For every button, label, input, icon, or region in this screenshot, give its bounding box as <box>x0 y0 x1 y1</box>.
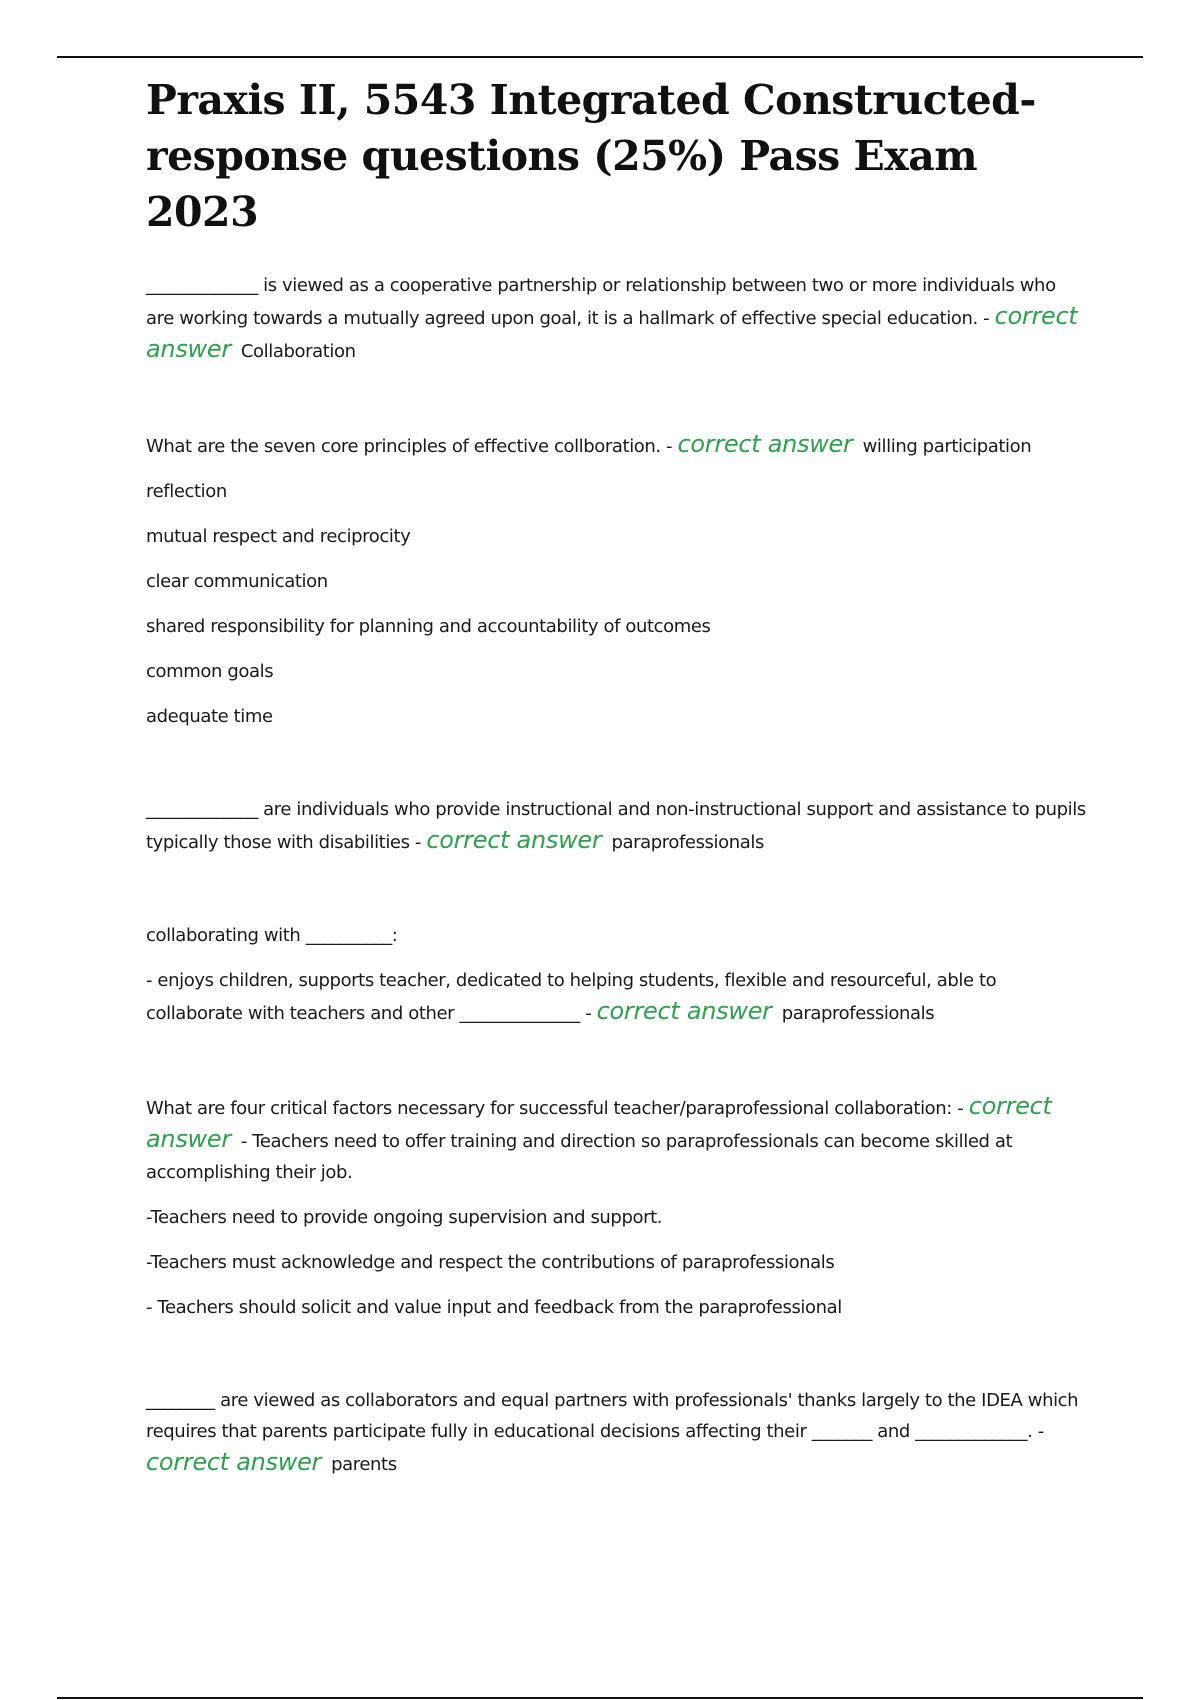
qa-item <box>146 1385 1086 1480</box>
answer-line: -Teachers must acknowledge and respect the contributions of paraprofessionals <box>146 1252 835 1273</box>
answer-line: clear communication <box>146 571 328 592</box>
document-title: Praxis II, 5543 Integrated Constructed-response questions (25%) Pass Exam 2023 <box>146 76 1036 236</box>
answer-line: -Teachers need to provide ongoing supervision and support. <box>146 1207 663 1228</box>
correct-answer-label: correct answer <box>426 826 602 854</box>
answer-line: reflection <box>146 481 227 502</box>
question-text: - enjoys children, supports teacher, dedicated to helping students, flexible and resourceful, able to collaborate with teachers and other ______________ - correct answer paraprofessionals <box>146 970 997 1025</box>
answer-line: adequate time <box>146 706 273 727</box>
bottom-rule <box>57 1697 1143 1699</box>
qa-item <box>146 429 1086 732</box>
correct-answer-label: correct answer <box>146 1092 1052 1153</box>
qa-item <box>146 1091 1086 1323</box>
question-text: What are four critical factors necessary for successful teacher/paraprofessional collaboration: - correct answer - Teachers need to offer training and direction so paraprofessionals can become skilled at accomplishing their job. <box>146 1092 1052 1183</box>
answer-text: willing participation <box>862 436 1032 457</box>
correct-answer-label: correct answer <box>146 302 1078 363</box>
correct-answer-label: correct answer <box>596 997 772 1025</box>
answer-text: - Teachers need to offer training and direction so paraprofessionals can become skilled at accomplishing their job. <box>146 1131 1013 1183</box>
document-body <box>146 72 1086 1542</box>
question-text: _____________ is viewed as a cooperative partnership or relationship between two or more individuals who are working towards a mutually agreed upon goal, it is a hallmark of effective special education. - correct answer Collaboration <box>146 275 1078 363</box>
question-text: What are the seven core principles of effective collboration. - correct answer willing participation <box>146 430 1032 458</box>
answer-line: mutual respect and reciprocity <box>146 526 411 547</box>
question-text: ________ are viewed as collaborators and equal partners with professionals' thanks largely to the IDEA which requires that parents participate fully in educational decisions affecting their _______ and _____________. - correct answer parents <box>146 1390 1079 1476</box>
answer-line: - Teachers should solicit and value input and feedback from the paraprofessional <box>146 1297 842 1318</box>
answer-text: Collaboration <box>240 341 356 362</box>
top-rule <box>57 56 1143 58</box>
answer-line: common goals <box>146 661 274 682</box>
correct-answer-label: correct answer <box>677 430 853 458</box>
qa-item <box>146 920 1086 1029</box>
answer-text: paraprofessionals <box>781 1003 935 1024</box>
answer-text: parents <box>331 1454 397 1475</box>
question-pre: collaborating with __________: <box>146 925 398 946</box>
qa-item <box>146 794 1086 858</box>
answer-line: shared responsibility for planning and accountability of outcomes <box>146 616 711 637</box>
qa-item <box>146 270 1086 367</box>
correct-answer-label: correct answer <box>146 1448 322 1476</box>
answer-text: paraprofessionals <box>611 832 764 853</box>
question-text: _____________ are individuals who provide instructional and non-instructional support and assistance to pupils typically those with disabilities - correct answer paraprofessionals <box>146 799 1086 854</box>
